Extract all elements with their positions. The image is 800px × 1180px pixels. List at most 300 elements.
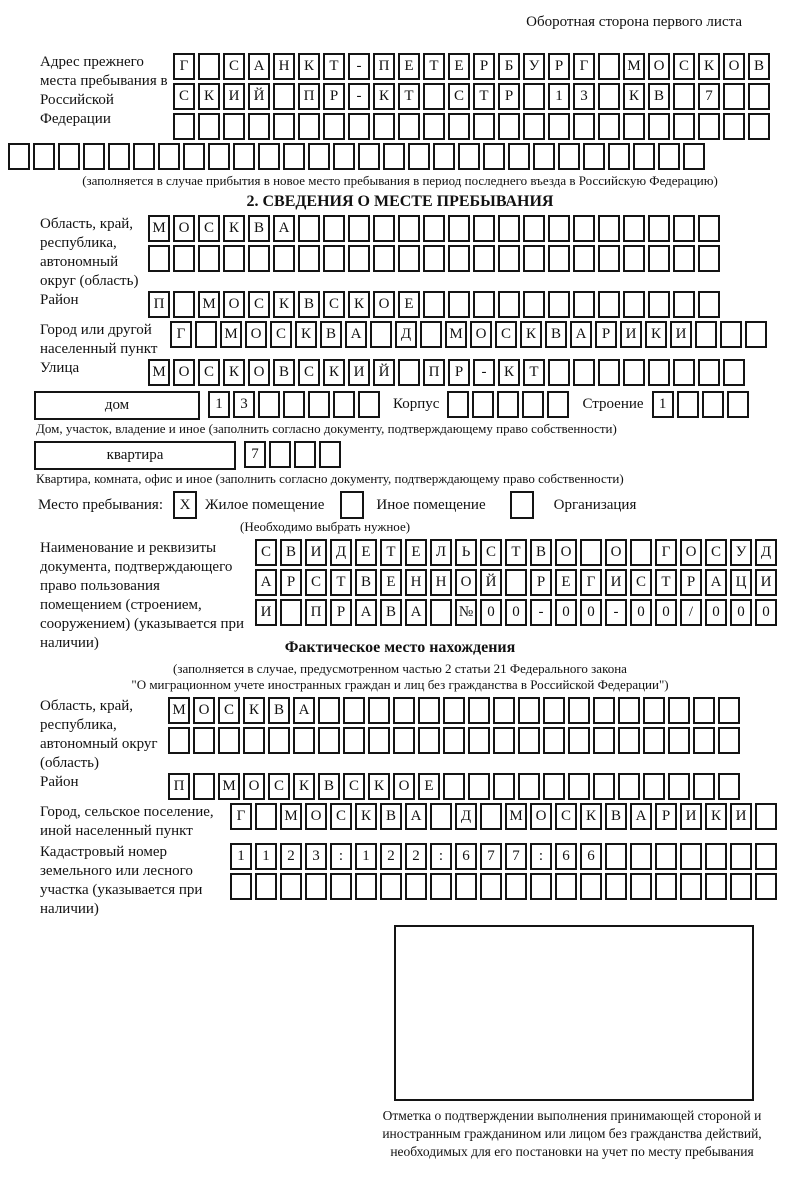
char-cell[interactable] [618, 773, 640, 800]
char-cell[interactable] [655, 873, 677, 900]
apartment-type-box[interactable]: квартира [34, 441, 236, 470]
char-cell[interactable] [673, 245, 695, 272]
char-cell[interactable] [558, 143, 580, 170]
char-cell[interactable]: К [273, 291, 295, 318]
char-cell[interactable]: К [520, 321, 542, 348]
char-cell[interactable] [33, 143, 55, 170]
char-cell[interactable] [755, 803, 777, 830]
char-cell[interactable] [370, 321, 392, 348]
char-cell[interactable] [630, 539, 652, 566]
char-cell[interactable] [668, 697, 690, 724]
char-cell[interactable]: Л [430, 539, 452, 566]
char-cell[interactable]: А [405, 803, 427, 830]
char-cell[interactable] [698, 215, 720, 242]
char-cell[interactable] [423, 83, 445, 110]
char-cell[interactable]: О [305, 803, 327, 830]
char-cell[interactable] [448, 113, 470, 140]
char-cell[interactable]: 3 [573, 83, 595, 110]
char-cell[interactable] [598, 215, 620, 242]
char-cell[interactable]: О [555, 539, 577, 566]
char-cell[interactable]: Е [398, 291, 420, 318]
char-cell[interactable] [673, 83, 695, 110]
char-cell[interactable]: 7 [698, 83, 720, 110]
char-cell[interactable]: К [198, 83, 220, 110]
char-cell[interactable] [269, 441, 291, 468]
char-cell[interactable] [298, 215, 320, 242]
char-cell[interactable]: А [255, 569, 277, 596]
char-cell[interactable] [273, 113, 295, 140]
char-cell[interactable] [723, 359, 745, 386]
char-cell[interactable] [447, 391, 469, 418]
char-cell[interactable]: - [530, 599, 552, 626]
char-cell[interactable]: С [495, 321, 517, 348]
char-cell[interactable] [680, 873, 702, 900]
char-cell[interactable]: Т [473, 83, 495, 110]
char-cell[interactable]: Д [330, 539, 352, 566]
char-cell[interactable] [448, 215, 470, 242]
char-cell[interactable]: С [448, 83, 470, 110]
char-cell[interactable] [598, 53, 620, 80]
char-cell[interactable]: С [305, 569, 327, 596]
char-cell[interactable] [555, 873, 577, 900]
char-cell[interactable]: Е [355, 539, 377, 566]
char-cell[interactable]: В [748, 53, 770, 80]
char-cell[interactable] [493, 697, 515, 724]
char-cell[interactable]: К [293, 773, 315, 800]
char-cell[interactable]: Р [655, 803, 677, 830]
char-cell[interactable]: А [248, 53, 270, 80]
char-cell[interactable] [718, 773, 740, 800]
char-cell[interactable] [333, 391, 355, 418]
char-cell[interactable]: С [268, 773, 290, 800]
char-cell[interactable] [348, 215, 370, 242]
char-cell[interactable] [593, 697, 615, 724]
char-cell[interactable]: В [248, 215, 270, 242]
char-cell[interactable]: О [223, 291, 245, 318]
char-cell[interactable] [573, 245, 595, 272]
char-cell[interactable]: В [380, 599, 402, 626]
char-cell[interactable]: Г [655, 539, 677, 566]
char-cell[interactable]: М [148, 359, 170, 386]
char-cell[interactable]: М [148, 215, 170, 242]
char-cell[interactable]: А [293, 697, 315, 724]
char-cell[interactable] [698, 245, 720, 272]
char-cell[interactable] [648, 359, 670, 386]
char-cell[interactable]: Р [330, 599, 352, 626]
char-cell[interactable] [518, 727, 540, 754]
char-cell[interactable] [294, 441, 316, 468]
char-cell[interactable]: С [673, 53, 695, 80]
char-cell[interactable] [405, 873, 427, 900]
char-cell[interactable] [280, 873, 302, 900]
char-cell[interactable] [523, 113, 545, 140]
char-cell[interactable] [418, 697, 440, 724]
char-cell[interactable] [673, 291, 695, 318]
char-cell[interactable] [280, 599, 302, 626]
char-cell[interactable] [498, 215, 520, 242]
char-cell[interactable] [283, 143, 305, 170]
char-cell[interactable] [598, 113, 620, 140]
char-cell[interactable] [158, 143, 180, 170]
char-cell[interactable]: О [648, 53, 670, 80]
char-cell[interactable] [58, 143, 80, 170]
char-cell[interactable]: Й [248, 83, 270, 110]
char-cell[interactable]: Б [498, 53, 520, 80]
char-cell[interactable] [755, 873, 777, 900]
char-cell[interactable]: 0 [580, 599, 602, 626]
char-cell[interactable]: О [680, 539, 702, 566]
char-cell[interactable] [598, 83, 620, 110]
char-cell[interactable]: К [243, 697, 265, 724]
char-cell[interactable] [323, 215, 345, 242]
char-cell[interactable]: : [530, 843, 552, 870]
char-cell[interactable] [623, 291, 645, 318]
char-cell[interactable]: В [320, 321, 342, 348]
char-cell[interactable] [233, 143, 255, 170]
char-cell[interactable]: М [220, 321, 242, 348]
char-cell[interactable] [323, 113, 345, 140]
char-cell[interactable] [148, 245, 170, 272]
char-cell[interactable] [623, 113, 645, 140]
char-cell[interactable] [548, 215, 570, 242]
char-cell[interactable] [368, 697, 390, 724]
char-cell[interactable]: В [605, 803, 627, 830]
char-cell[interactable]: 0 [555, 599, 577, 626]
char-cell[interactable]: Д [455, 803, 477, 830]
char-cell[interactable] [455, 873, 477, 900]
char-cell[interactable]: Г [170, 321, 192, 348]
char-cell[interactable]: А [630, 803, 652, 830]
char-cell[interactable] [268, 727, 290, 754]
char-cell[interactable] [548, 113, 570, 140]
char-cell[interactable] [468, 773, 490, 800]
char-cell[interactable] [248, 245, 270, 272]
char-cell[interactable]: О [243, 773, 265, 800]
char-cell[interactable] [695, 321, 717, 348]
char-cell[interactable]: П [305, 599, 327, 626]
char-cell[interactable]: И [755, 569, 777, 596]
char-cell[interactable]: С [223, 53, 245, 80]
char-cell[interactable] [308, 143, 330, 170]
char-cell[interactable] [643, 773, 665, 800]
char-cell[interactable] [423, 113, 445, 140]
char-cell[interactable]: 2 [380, 843, 402, 870]
char-cell[interactable]: Н [405, 569, 427, 596]
char-cell[interactable]: 1 [208, 391, 230, 418]
char-cell[interactable]: Ц [730, 569, 752, 596]
char-cell[interactable] [718, 727, 740, 754]
char-cell[interactable]: О [245, 321, 267, 348]
char-cell[interactable] [305, 873, 327, 900]
char-cell[interactable]: К [498, 359, 520, 386]
char-cell[interactable]: Т [323, 53, 345, 80]
char-cell[interactable]: : [330, 843, 352, 870]
char-cell[interactable]: Т [423, 53, 445, 80]
char-cell[interactable] [293, 727, 315, 754]
char-cell[interactable] [727, 391, 749, 418]
char-cell[interactable]: Й [373, 359, 395, 386]
char-cell[interactable] [108, 143, 130, 170]
char-cell[interactable]: 1 [652, 391, 674, 418]
char-cell[interactable]: 0 [630, 599, 652, 626]
char-cell[interactable]: 0 [655, 599, 677, 626]
checkbox-organization[interactable] [510, 491, 534, 519]
char-cell[interactable]: Р [323, 83, 345, 110]
char-cell[interactable]: В [298, 291, 320, 318]
char-cell[interactable]: А [345, 321, 367, 348]
char-cell[interactable]: 3 [305, 843, 327, 870]
char-cell[interactable]: 0 [480, 599, 502, 626]
char-cell[interactable]: № [455, 599, 477, 626]
char-cell[interactable]: К [645, 321, 667, 348]
char-cell[interactable] [358, 143, 380, 170]
char-cell[interactable] [633, 143, 655, 170]
char-cell[interactable] [408, 143, 430, 170]
char-cell[interactable]: У [730, 539, 752, 566]
char-cell[interactable]: Г [573, 53, 595, 80]
char-cell[interactable]: / [680, 599, 702, 626]
char-cell[interactable] [373, 113, 395, 140]
char-cell[interactable] [547, 391, 569, 418]
char-cell[interactable] [283, 391, 305, 418]
char-cell[interactable]: Е [398, 53, 420, 80]
char-cell[interactable] [348, 113, 370, 140]
char-cell[interactable]: Н [273, 53, 295, 80]
char-cell[interactable]: В [530, 539, 552, 566]
char-cell[interactable] [398, 245, 420, 272]
char-cell[interactable] [468, 727, 490, 754]
char-cell[interactable]: - [348, 83, 370, 110]
char-cell[interactable] [598, 359, 620, 386]
char-cell[interactable] [668, 727, 690, 754]
char-cell[interactable]: 2 [405, 843, 427, 870]
char-cell[interactable] [373, 245, 395, 272]
char-cell[interactable]: 6 [455, 843, 477, 870]
char-cell[interactable] [330, 873, 352, 900]
char-cell[interactable]: М [445, 321, 467, 348]
char-cell[interactable]: К [355, 803, 377, 830]
char-cell[interactable] [498, 291, 520, 318]
char-cell[interactable] [705, 843, 727, 870]
char-cell[interactable] [583, 143, 605, 170]
char-cell[interactable] [273, 245, 295, 272]
char-cell[interactable]: П [373, 53, 395, 80]
char-cell[interactable] [418, 727, 440, 754]
char-cell[interactable] [623, 245, 645, 272]
char-cell[interactable]: Н [430, 569, 452, 596]
char-cell[interactable] [198, 245, 220, 272]
char-cell[interactable]: 6 [555, 843, 577, 870]
char-cell[interactable]: Ь [455, 539, 477, 566]
char-cell[interactable]: С [198, 215, 220, 242]
char-cell[interactable] [358, 391, 380, 418]
char-cell[interactable]: С [630, 569, 652, 596]
char-cell[interactable]: : [430, 843, 452, 870]
char-cell[interactable]: Й [480, 569, 502, 596]
char-cell[interactable]: Г [173, 53, 195, 80]
char-cell[interactable] [223, 113, 245, 140]
char-cell[interactable] [468, 697, 490, 724]
char-cell[interactable] [593, 773, 615, 800]
char-cell[interactable] [648, 215, 670, 242]
char-cell[interactable] [83, 143, 105, 170]
char-cell[interactable] [443, 697, 465, 724]
char-cell[interactable] [423, 215, 445, 242]
char-cell[interactable]: А [273, 215, 295, 242]
char-cell[interactable] [193, 773, 215, 800]
char-cell[interactable] [433, 143, 455, 170]
char-cell[interactable]: К [348, 291, 370, 318]
char-cell[interactable] [618, 727, 640, 754]
checkbox-residential-premises[interactable]: X [173, 491, 197, 519]
char-cell[interactable]: 7 [244, 441, 266, 468]
char-cell[interactable] [598, 245, 620, 272]
char-cell[interactable] [343, 697, 365, 724]
char-cell[interactable]: С [480, 539, 502, 566]
char-cell[interactable] [383, 143, 405, 170]
char-cell[interactable]: К [580, 803, 602, 830]
char-cell[interactable] [443, 773, 465, 800]
char-cell[interactable] [298, 113, 320, 140]
char-cell[interactable] [648, 113, 670, 140]
char-cell[interactable] [373, 215, 395, 242]
char-cell[interactable] [605, 843, 627, 870]
char-cell[interactable] [398, 215, 420, 242]
char-cell[interactable] [723, 83, 745, 110]
char-cell[interactable] [533, 143, 555, 170]
char-cell[interactable]: 0 [730, 599, 752, 626]
char-cell[interactable]: К [698, 53, 720, 80]
char-cell[interactable]: К [223, 215, 245, 242]
char-cell[interactable]: П [148, 291, 170, 318]
char-cell[interactable]: Р [548, 53, 570, 80]
char-cell[interactable]: П [423, 359, 445, 386]
char-cell[interactable] [623, 215, 645, 242]
char-cell[interactable] [505, 569, 527, 596]
char-cell[interactable]: М [280, 803, 302, 830]
char-cell[interactable] [523, 245, 545, 272]
char-cell[interactable]: В [355, 569, 377, 596]
char-cell[interactable]: В [318, 773, 340, 800]
char-cell[interactable]: В [648, 83, 670, 110]
char-cell[interactable] [473, 245, 495, 272]
char-cell[interactable] [623, 359, 645, 386]
char-cell[interactable]: Д [755, 539, 777, 566]
char-cell[interactable] [720, 321, 742, 348]
char-cell[interactable] [273, 83, 295, 110]
char-cell[interactable]: А [570, 321, 592, 348]
char-cell[interactable]: А [355, 599, 377, 626]
char-cell[interactable]: Р [530, 569, 552, 596]
char-cell[interactable] [693, 697, 715, 724]
char-cell[interactable]: 3 [233, 391, 255, 418]
char-cell[interactable] [308, 391, 330, 418]
char-cell[interactable]: К [323, 359, 345, 386]
char-cell[interactable] [398, 113, 420, 140]
char-cell[interactable] [298, 245, 320, 272]
char-cell[interactable] [693, 727, 715, 754]
char-cell[interactable] [573, 215, 595, 242]
char-cell[interactable] [430, 599, 452, 626]
char-cell[interactable]: К [295, 321, 317, 348]
char-cell[interactable] [423, 291, 445, 318]
char-cell[interactable]: М [623, 53, 645, 80]
char-cell[interactable] [198, 53, 220, 80]
char-cell[interactable] [593, 727, 615, 754]
char-cell[interactable]: 0 [755, 599, 777, 626]
char-cell[interactable] [522, 391, 544, 418]
char-cell[interactable] [430, 873, 452, 900]
char-cell[interactable]: Т [330, 569, 352, 596]
char-cell[interactable] [348, 245, 370, 272]
char-cell[interactable] [523, 291, 545, 318]
char-cell[interactable] [673, 359, 695, 386]
char-cell[interactable] [518, 697, 540, 724]
char-cell[interactable] [448, 291, 470, 318]
char-cell[interactable] [573, 359, 595, 386]
char-cell[interactable] [677, 391, 699, 418]
char-cell[interactable] [8, 143, 30, 170]
char-cell[interactable] [255, 873, 277, 900]
char-cell[interactable]: Т [398, 83, 420, 110]
char-cell[interactable] [443, 727, 465, 754]
char-cell[interactable] [698, 291, 720, 318]
char-cell[interactable] [393, 727, 415, 754]
char-cell[interactable]: К [368, 773, 390, 800]
char-cell[interactable] [730, 873, 752, 900]
char-cell[interactable]: С [198, 359, 220, 386]
char-cell[interactable]: И [348, 359, 370, 386]
char-cell[interactable]: - [605, 599, 627, 626]
char-cell[interactable]: Т [505, 539, 527, 566]
char-cell[interactable]: И [680, 803, 702, 830]
char-cell[interactable] [473, 215, 495, 242]
char-cell[interactable] [472, 391, 494, 418]
char-cell[interactable]: 1 [548, 83, 570, 110]
char-cell[interactable]: 0 [705, 599, 727, 626]
char-cell[interactable]: С [248, 291, 270, 318]
char-cell[interactable] [343, 727, 365, 754]
char-cell[interactable]: Е [448, 53, 470, 80]
char-cell[interactable]: Р [280, 569, 302, 596]
char-cell[interactable]: И [730, 803, 752, 830]
char-cell[interactable] [195, 321, 217, 348]
char-cell[interactable]: М [198, 291, 220, 318]
char-cell[interactable] [318, 697, 340, 724]
char-cell[interactable] [730, 843, 752, 870]
char-cell[interactable]: Г [230, 803, 252, 830]
char-cell[interactable]: С [555, 803, 577, 830]
char-cell[interactable] [648, 291, 670, 318]
char-cell[interactable] [230, 873, 252, 900]
char-cell[interactable]: Т [655, 569, 677, 596]
char-cell[interactable]: О [193, 697, 215, 724]
char-cell[interactable] [543, 727, 565, 754]
char-cell[interactable]: Р [498, 83, 520, 110]
char-cell[interactable]: Е [418, 773, 440, 800]
char-cell[interactable]: И [255, 599, 277, 626]
char-cell[interactable] [493, 773, 515, 800]
char-cell[interactable] [483, 143, 505, 170]
char-cell[interactable] [630, 843, 652, 870]
char-cell[interactable] [473, 291, 495, 318]
char-cell[interactable]: И [620, 321, 642, 348]
char-cell[interactable]: В [380, 803, 402, 830]
char-cell[interactable]: Д [395, 321, 417, 348]
char-cell[interactable] [648, 245, 670, 272]
char-cell[interactable] [718, 697, 740, 724]
char-cell[interactable] [723, 113, 745, 140]
